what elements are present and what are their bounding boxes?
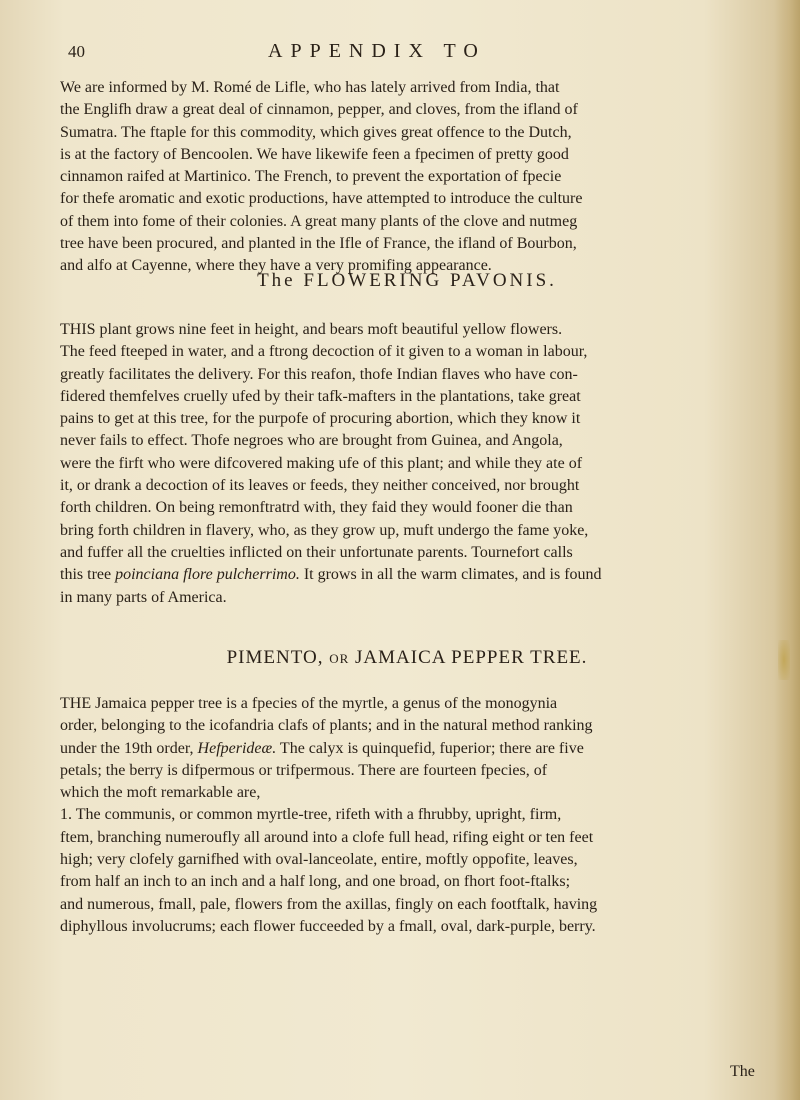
text-line: diphyllous involucrums; each flower fucceeded by a fmall, oval, dark-purple, berry. [60,917,596,935]
text-line: Sumatra. The ftaple for this commodity, which gives great offence to the Dutch, [60,123,572,141]
paragraph-spices [60,77,754,278]
text-line: in many parts of America. [60,588,227,606]
text-line: forth children. On being remonftratrd with, they faid they would fooner die than [60,499,573,517]
heading-left: PIMENTO, [226,647,324,668]
paragraph-pimento [60,693,754,938]
text-line: the Englifh draw a great deal of cinnamon, pepper, and cloves, from the ifland of [60,101,578,119]
text-line: and alfo at Cayenne, where they have a very promifing appearance. [60,257,492,275]
text-line: THIS plant grows nine feet in height, and bears moft beautiful yellow flowers. [60,321,563,338]
text-fragment: It grows in all the warm climates, and is found [303,566,602,584]
latin-name: Hefperideæ. [197,739,277,757]
text-line: We are informed by M. Romé de Lifle, who has lately arrived from India, that [60,79,560,96]
page-number: 40 [68,42,85,61]
text-line: pains to get at this tree, for the purpofe of procuring abortion, which they know it [60,410,581,428]
text-line: and numerous, fmall, pale, flowers from the axillas, fingly on each footftalk, having [60,895,598,913]
page-header [56,40,756,70]
catchword: The [730,1063,755,1080]
paper-stain [778,640,790,680]
text-line: THE Jamaica pepper tree is a fpecies of the myrtle, a genus of the monogynia [60,695,558,712]
text-line: high; very clofely garnifhed with oval-lanceolate, entire, moftly oppofite, leaves, [60,851,578,869]
text-line: greatly facilitates the delivery. For this reafon, thofe Indian flaves who have con- [60,365,578,383]
text-line: it, or drank a decoction of its leaves or feeds, they neither conceived, nor brought [60,477,580,495]
text-line [60,738,754,760]
latin-name: poinciana flore pulcherrimo. [115,566,300,584]
text-fragment: under the 19th order, [60,739,194,757]
page-edge-shadow [774,0,800,1100]
text-line: and fuffer all the cruelties inflicted on their unfortunate parents. Tournefort calls [60,543,573,561]
text-line: cinnamon raifed at Martinico. The French, to prevent the exportation of fpecie [60,168,562,186]
text-line: ftem, branching numeroufly all around into a clofe full head, rifing eight or ten feet [60,828,594,846]
text-line: fidered themfelves cruelly ufed by their tafk-mafters in the plantations, take great [60,387,581,405]
text-line: The feed fteeped in water, and a ftrong decoction of it given to a woman in labour, [60,343,588,361]
text-line: bring forth children in flavery, who, as they grow up, muft undergo the fame yoke, [60,521,589,539]
section-heading-pavonis [60,270,754,292]
text-line: petals; the berry is difpermous or trifpermous. There are fourteen fpecies, of [60,761,548,779]
heading-or: OR [329,651,350,666]
heading-right: JAMAICA PEPPER TREE. [355,647,588,668]
text-fragment: The calyx is quinquefid, fuperior; there are five [279,739,584,757]
text-line: of them into fome of their colonies. A great many plants of the clove and nutmeg [60,212,578,230]
text-line: tree have been procured, and planted in the Ifle of France, the ifland of Bourbon, [60,235,577,253]
heading-title: FLOWERING PAVONIS. [303,270,557,291]
text-line: for thefe aromatic and exotic productions, have attempted to introduce the culture [60,190,583,208]
text-line: 1. The communis, or common myrtle-tree, rifeth with a fhrubby, upright, firm, [60,806,562,824]
paragraph-pavonis [60,319,754,609]
text-fragment: this tree [60,566,112,584]
text-line: were the firft who were difcovered making ufe of this plant; and while they ate of [60,454,583,472]
section-heading-pimento [60,647,754,669]
text-line [60,564,754,586]
text-line: from half an inch to an inch and a half long, and one broad, on fhort foot-ftalks; [60,873,571,891]
running-title: APPENDIX TO [268,40,486,62]
text-line: which the moft remarkable are, [60,784,261,802]
text-line: is at the factory of Bencoolen. We have likewife feen a fpecimen of pretty good [60,145,569,163]
text-line: order, belonging to the icofandria clafs of plants; and in the natural method ranking [60,717,593,735]
heading-article: The [257,270,296,291]
text-line: never fails to effect. Thofe negroes who are brought from Guinea, and Angola, [60,432,563,450]
